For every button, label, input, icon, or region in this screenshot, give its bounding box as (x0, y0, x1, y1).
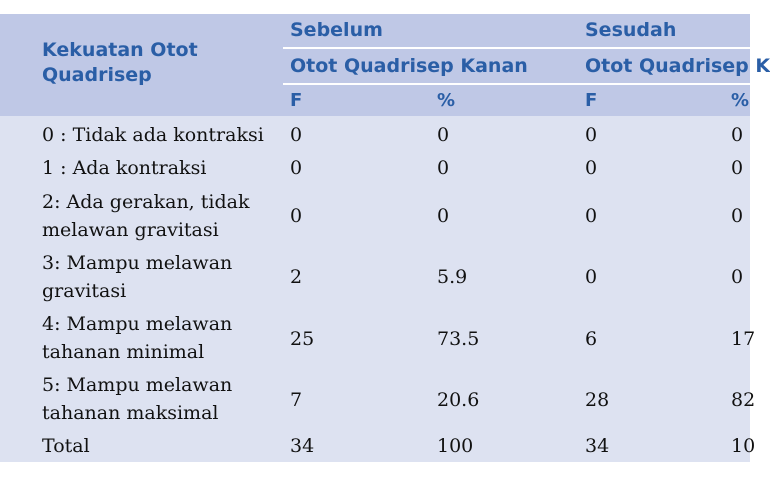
row-label: 4: Mampu melawan tahanan minimal (42, 313, 233, 363)
cell-pct-after: 17 (731, 328, 756, 350)
row-header: Kekuatan Otot Quadrisep (42, 39, 198, 86)
cell-f-before: 34 (290, 435, 315, 457)
subheader-before: Otot Quadrisep Kanan (290, 55, 528, 77)
row-label: 3: Mampu melawan gravitasi (42, 252, 233, 302)
table-header (0, 14, 770, 116)
header-divider (283, 83, 750, 85)
data-table (0, 14, 770, 462)
row-label: 1 : Ada kontraksi (42, 157, 207, 179)
cell-pct-before: 100 (437, 435, 474, 457)
cell-f-after: 0 (585, 205, 598, 227)
cell-pct-before: 20.6 (437, 389, 480, 411)
cell-f-before: 0 (290, 157, 303, 179)
cell-f-after: 34 (585, 435, 610, 457)
cell-pct-after: 0 (731, 157, 744, 179)
cell-pct-after: 0 (731, 205, 744, 227)
row-label-total: Total (42, 435, 90, 457)
col-header-pct-before: % (437, 90, 456, 111)
cell-pct-after: 82 (731, 389, 756, 411)
row-label: 2: Ada gerakan, tidak melawan gravitasi (42, 191, 250, 241)
header-divider (283, 47, 750, 49)
cell-f-after: 0 (585, 124, 598, 146)
subheader-after: Otot Quadrisep K (585, 55, 770, 77)
cell-pct-after: 0 (731, 124, 744, 146)
cell-pct-before: 73.5 (437, 328, 480, 350)
cell-f-before: 25 (290, 328, 315, 350)
cell-f-after: 0 (585, 157, 598, 179)
col-header-f-before: F (290, 90, 303, 111)
cell-f-after: 28 (585, 389, 610, 411)
row-label: 5: Mampu melawan tahanan maksimal (42, 374, 233, 424)
row-label: 0 : Tidak ada kontraksi (42, 124, 264, 146)
cell-pct-before: 0 (437, 124, 450, 146)
group-header-after: Sesudah (585, 19, 677, 41)
col-header-f-after: F (585, 90, 598, 111)
cell-f-before: 0 (290, 124, 303, 146)
cell-pct-before: 0 (437, 157, 450, 179)
cell-f-before: 7 (290, 389, 303, 411)
cell-pct-after: 0 (731, 266, 744, 288)
cell-f-after: 6 (585, 328, 598, 350)
cell-pct-before: 0 (437, 205, 450, 227)
cell-pct-after: 10 (731, 435, 756, 457)
col-header-pct-after: % (731, 90, 750, 111)
cell-f-before: 2 (290, 266, 303, 288)
cell-f-before: 0 (290, 205, 303, 227)
cell-f-after: 0 (585, 266, 598, 288)
cell-pct-before: 5.9 (437, 266, 468, 288)
group-header-before: Sebelum (290, 19, 383, 41)
